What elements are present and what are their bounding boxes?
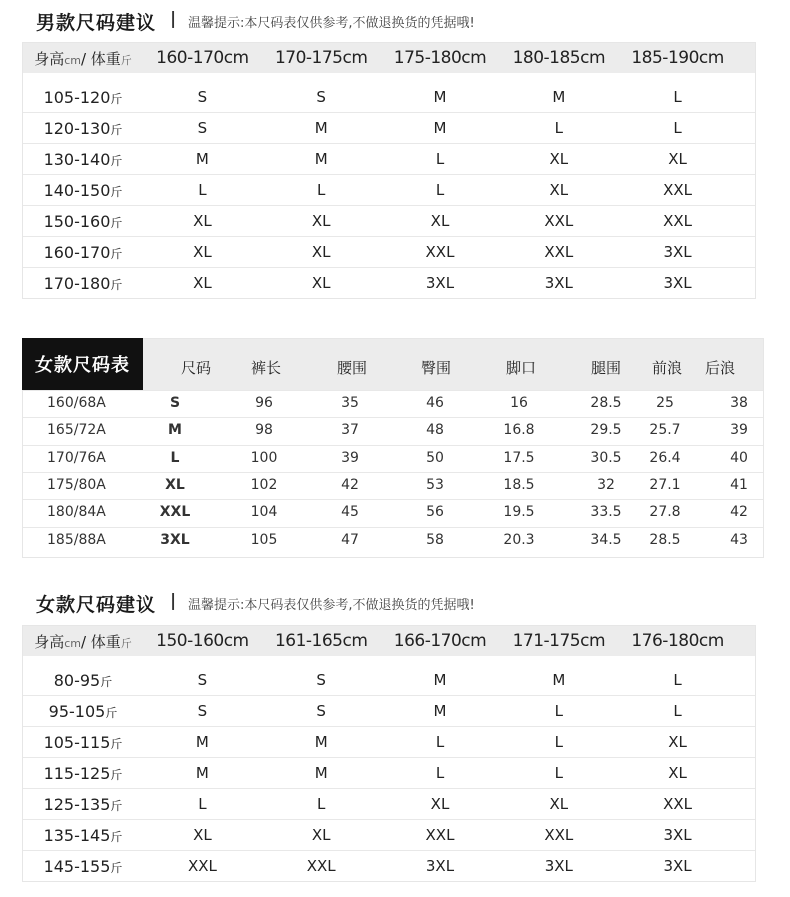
size-cell: XXL: [544, 826, 574, 844]
measure-cell: 42: [730, 504, 748, 521]
table-row: [23, 113, 755, 144]
size-cell: L: [554, 764, 563, 782]
spec-cell: 185/88A: [47, 531, 106, 548]
men-header-corner: [23, 48, 143, 69]
table-row: [23, 82, 755, 113]
weight-range-cell: [23, 857, 143, 876]
table-row: [23, 789, 755, 820]
weight-range-cell: [23, 826, 143, 845]
size-cell: XXL: [544, 243, 574, 261]
size-cell: M: [552, 671, 566, 689]
table-row: [23, 268, 755, 298]
weight-range-value: 105-120: [43, 87, 111, 107]
women-table-column-header: 前浪: [651, 359, 683, 377]
jin-unit: 斤: [120, 636, 132, 650]
measure-cell: 58: [426, 531, 444, 548]
table-row: [23, 758, 755, 789]
measure-cell: 29.5: [590, 422, 622, 439]
weight-range-value: 105-115: [43, 732, 111, 752]
weight-range-value: 140-150: [43, 180, 111, 200]
weight-unit: 斤: [110, 215, 123, 230]
women-table-column-header: 腰围: [336, 359, 368, 377]
size-cell: S: [197, 119, 208, 137]
size-cell: 3XL: [663, 274, 692, 292]
women-grid-header: [23, 626, 755, 656]
size-cell: M: [314, 119, 328, 137]
measure-cell: 39: [341, 449, 359, 466]
size-cell: XL: [193, 274, 212, 292]
size-cell: L: [317, 795, 326, 813]
measure-cell: 18.5: [503, 476, 535, 493]
table-row: [23, 445, 763, 473]
weight-unit: 斤: [110, 122, 123, 137]
size-cell: L: [435, 764, 445, 782]
measure-cell: 32: [597, 476, 615, 493]
measure-cell: 46: [426, 395, 444, 411]
size-cell: XXL: [663, 212, 693, 230]
measure-cell: 30.5: [590, 449, 622, 466]
weight-range-cell: [23, 795, 143, 814]
size-cell: S: [197, 88, 208, 106]
weight-unit: 斤: [110, 736, 123, 751]
table-row: [23, 175, 755, 206]
height-column-header: 161-165cm: [274, 631, 368, 651]
height-column-header: 170-175cm: [274, 48, 368, 68]
table-row: [23, 417, 763, 445]
weight-unit: 斤: [105, 705, 118, 720]
measure-cell: 100: [250, 449, 278, 466]
size-cell: S: [316, 702, 326, 720]
measure-cell: 41: [730, 476, 748, 493]
weight-unit: 斤: [110, 277, 123, 292]
spec-cell: 175/80A: [47, 476, 106, 493]
size-cell: XL: [668, 764, 687, 782]
measure-cell: 42: [341, 476, 359, 493]
table-row: [23, 696, 755, 727]
size-cell: M: [552, 88, 566, 106]
measure-cell: 34.5: [590, 531, 622, 548]
size-cell: M: [314, 150, 328, 168]
weight-range-value: 170-180: [43, 273, 111, 293]
weight-range-cell: [23, 274, 143, 293]
table-row: [23, 206, 755, 237]
measure-cell: 48: [426, 422, 444, 439]
size-cell: L: [435, 181, 445, 199]
size-cell: XXL: [425, 243, 455, 261]
size-cell: 3XL: [544, 274, 573, 292]
measure-cell: 50: [426, 449, 444, 466]
size-cell: XL: [165, 476, 185, 493]
size-cell: XL: [430, 795, 450, 813]
size-cell: L: [198, 181, 207, 199]
size-cell: 3XL: [160, 531, 190, 548]
size-cell: 3XL: [425, 857, 455, 875]
spec-cell: 180/84A: [47, 504, 106, 521]
size-cell: M: [433, 119, 447, 137]
measure-cell: 16: [510, 395, 528, 411]
size-cell: M: [433, 88, 447, 106]
size-cell: M: [195, 764, 209, 782]
women-table-column-header: 后浪: [704, 359, 736, 377]
measure-cell: 102: [250, 476, 278, 493]
measure-cell: 47: [341, 531, 359, 548]
size-cell: L: [170, 449, 180, 466]
size-cell: XL: [549, 795, 569, 813]
size-cell: M: [433, 671, 447, 689]
weight-range-value: 125-135: [43, 794, 111, 814]
women-tip-text: 温馨提示:本尺码表仅供参考,不做退换货的凭据哦!: [188, 598, 475, 613]
weight-range-value: 145-155: [43, 856, 111, 876]
weight-range-cell: [23, 702, 143, 721]
men-tip-text: 温馨提示:本尺码表仅供参考,不做退换货的凭据哦!: [188, 16, 475, 31]
size-cell: XL: [311, 826, 331, 844]
men-section-title: 男款尺码建议: [36, 12, 157, 34]
measure-cell: 39: [730, 422, 748, 439]
measure-cell: 45: [341, 504, 359, 521]
weight-range-value: 120-130: [43, 118, 111, 138]
size-cell: XXL: [544, 212, 574, 230]
table-row: [23, 820, 755, 851]
measure-cell: 35: [341, 395, 359, 411]
men-grid-header: [23, 43, 755, 73]
weight-range-cell: [23, 181, 143, 200]
women-size-grid: [22, 625, 756, 882]
weight-range-value: 115-125: [43, 763, 111, 783]
size-cell: XXL: [306, 857, 336, 875]
women-table-column-header: 脚口: [505, 359, 537, 377]
women-table-column-header: 臀围: [420, 359, 452, 377]
size-cell: L: [673, 702, 682, 720]
weight-range-cell: [23, 119, 143, 138]
size-cell: L: [554, 119, 563, 137]
weight-unit: 斤: [110, 767, 123, 782]
size-cell: M: [195, 150, 209, 168]
size-cell: XXL: [425, 826, 455, 844]
measure-cell: 43: [730, 531, 748, 548]
measure-cell: 25: [656, 395, 674, 411]
weight-unit: 斤: [110, 798, 123, 813]
weight-range-cell: [23, 733, 143, 752]
height-column-header: 171-175cm: [512, 631, 605, 651]
size-cell: XL: [193, 826, 212, 844]
women-section-title: 女款尺码建议: [36, 594, 157, 616]
spec-cell: 165/72A: [47, 422, 106, 439]
height-column-header: 160-170cm: [156, 48, 249, 68]
women-header-corner: [23, 631, 143, 652]
weight-label: / 体重: [80, 49, 121, 68]
men-title-separator: |: [170, 9, 177, 29]
height-label: 身高: [34, 49, 65, 68]
measure-cell: 53: [426, 476, 444, 493]
size-cell: XL: [311, 274, 331, 292]
measure-cell: 27.1: [649, 476, 681, 493]
weight-label: / 体重: [80, 632, 121, 651]
measure-cell: 56: [426, 504, 444, 521]
size-cell: 3XL: [663, 857, 692, 875]
height-column-header: 150-160cm: [156, 631, 249, 651]
weight-range-cell: [23, 212, 143, 231]
cm-unit: cm: [64, 53, 81, 67]
size-cell: L: [673, 671, 682, 689]
size-cell: M: [168, 422, 182, 439]
height-column-header: 166-170cm: [393, 631, 487, 651]
table-row: [23, 499, 763, 527]
women-table-header: [23, 339, 763, 390]
weight-unit: 斤: [110, 153, 123, 168]
table-row: [23, 472, 763, 500]
size-cell: M: [195, 733, 209, 751]
size-cell: S: [197, 702, 208, 720]
measure-cell: 98: [255, 422, 273, 439]
size-cell: 3XL: [544, 857, 573, 875]
height-label: 身高: [34, 632, 65, 651]
size-cell: 3XL: [663, 826, 692, 844]
weight-unit: 斤: [110, 829, 123, 844]
measure-cell: 26.4: [649, 449, 681, 466]
size-cell: L: [673, 88, 682, 106]
size-cell: 3XL: [663, 243, 692, 261]
measure-cell: 28.5: [649, 531, 681, 548]
table-row: [23, 390, 763, 418]
women-title-separator: |: [170, 591, 177, 611]
weight-unit: 斤: [100, 674, 113, 689]
size-cell: L: [435, 150, 445, 168]
spec-cell: 170/76A: [47, 449, 106, 466]
women-table-column-header: 尺码: [181, 359, 212, 377]
size-cell: M: [433, 702, 447, 720]
size-cell: L: [435, 733, 445, 751]
size-cell: XL: [549, 150, 569, 168]
men-size-grid: [22, 42, 756, 299]
weight-range-cell: [23, 671, 143, 690]
table-row: [23, 851, 755, 881]
weight-range-value: 150-160: [43, 211, 111, 231]
table-row: [23, 665, 755, 696]
height-column-header: 176-180cm: [631, 631, 724, 651]
size-cell: XXL: [187, 857, 217, 875]
weight-unit: 斤: [110, 860, 123, 875]
weight-unit: 斤: [110, 246, 123, 261]
size-cell: S: [316, 88, 326, 106]
size-cell: XL: [668, 733, 687, 751]
weight-range-cell: [23, 150, 143, 169]
height-column-header: 185-190cm: [631, 48, 724, 68]
women-size-table: [22, 338, 764, 558]
size-cell: M: [314, 733, 328, 751]
size-cell: XL: [549, 181, 569, 199]
weight-range-value: 95-105: [48, 701, 106, 721]
spec-cell: 160/68A: [47, 395, 106, 411]
size-cell: L: [673, 119, 682, 137]
size-cell: XL: [668, 150, 687, 168]
measure-cell: 104: [250, 504, 278, 521]
size-cell: XL: [311, 212, 331, 230]
weight-range-cell: [23, 88, 143, 107]
size-cell: M: [314, 764, 328, 782]
size-cell: L: [198, 795, 207, 813]
size-cell: XXL: [663, 795, 693, 813]
height-column-header: 180-185cm: [512, 48, 605, 68]
measure-cell: 40: [730, 449, 748, 466]
weight-unit: 斤: [110, 91, 123, 106]
size-cell: XL: [311, 243, 331, 261]
size-cell: L: [554, 733, 563, 751]
weight-range-value: 80-95: [53, 670, 101, 690]
table-row: [23, 237, 755, 268]
measure-cell: 37: [341, 422, 359, 439]
measure-cell: 105: [250, 531, 278, 548]
measure-cell: 38: [730, 395, 748, 411]
measure-cell: 28.5: [590, 395, 622, 411]
jin-unit: 斤: [120, 53, 132, 67]
table-row: [23, 144, 755, 175]
weight-range-value: 160-170: [43, 242, 111, 262]
women-table-column-header: 腿围: [590, 359, 622, 377]
measure-cell: 20.3: [503, 531, 535, 548]
size-cell: S: [197, 671, 208, 689]
size-cell: XXL: [159, 504, 191, 521]
size-cell: XL: [193, 243, 212, 261]
weight-range-value: 130-140: [43, 149, 111, 169]
weight-unit: 斤: [110, 184, 123, 199]
measure-cell: 25.7: [649, 422, 681, 439]
measure-cell: 96: [255, 395, 273, 411]
cm-unit: cm: [64, 636, 81, 650]
table-row: [23, 727, 755, 758]
size-cell: L: [554, 702, 563, 720]
size-cell: S: [169, 395, 181, 411]
size-cell: S: [316, 671, 326, 689]
women-table-title: 女款尺码表: [22, 338, 143, 390]
measure-cell: 27.8: [649, 504, 681, 521]
size-cell: XL: [193, 212, 212, 230]
weight-range-value: 135-145: [43, 825, 111, 845]
size-cell: XL: [430, 212, 450, 230]
height-column-header: 175-180cm: [393, 48, 487, 68]
women-table-column-header: 裤长: [250, 359, 282, 377]
size-cell: L: [317, 181, 326, 199]
measure-cell: 17.5: [503, 449, 535, 466]
measure-cell: 33.5: [590, 504, 622, 521]
size-cell: XXL: [663, 181, 693, 199]
weight-range-cell: [23, 243, 143, 262]
table-row: [23, 527, 763, 555]
measure-cell: 19.5: [503, 504, 535, 521]
measure-cell: 16.8: [503, 422, 535, 439]
weight-range-cell: [23, 764, 143, 783]
size-cell: 3XL: [425, 274, 455, 292]
